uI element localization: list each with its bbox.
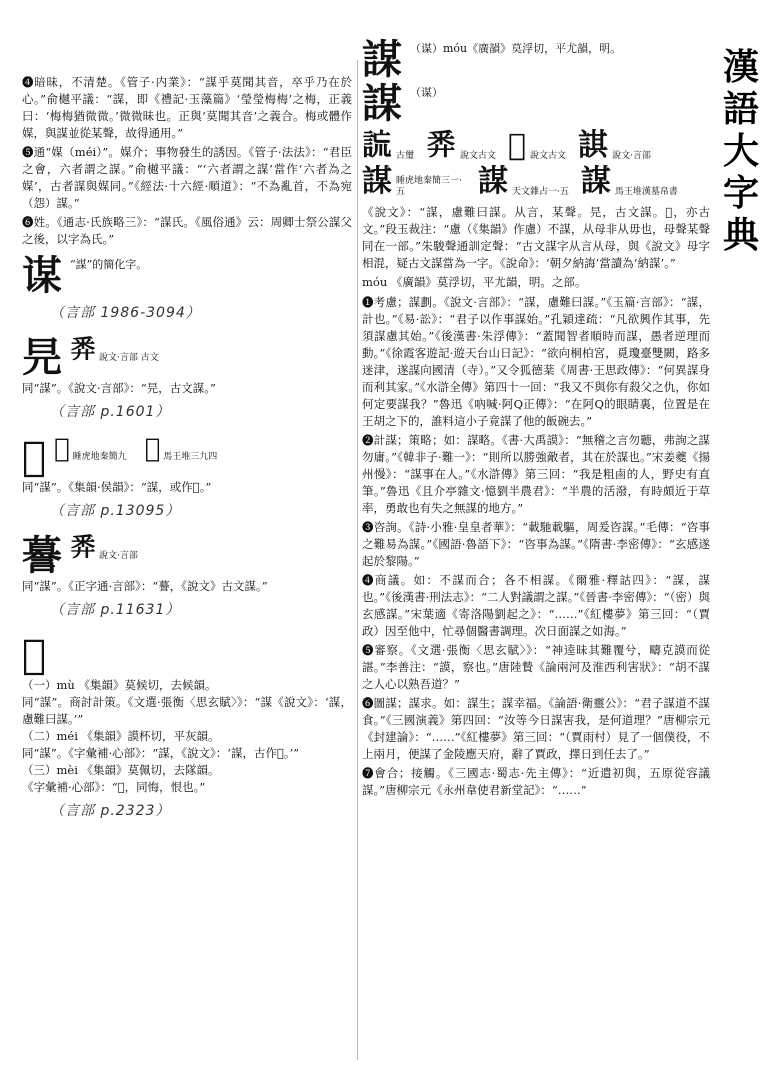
ancient-glyph-caption: 馬王堆漢墓帛書 xyxy=(614,187,678,197)
definition-paragraph: 同“謀”。《正字通·言部》：“謩，《說文》古文謀。” xyxy=(22,579,268,593)
definition-paragraph: 同“謀”。《集韻·侯韻》：“謀，或作𢘙。” xyxy=(22,480,212,494)
ancient-form xyxy=(70,336,159,364)
ancient-glyph-caption: 睡虎地秦簡九 xyxy=(72,452,127,462)
ancient-glyph: 諆 xyxy=(578,128,609,163)
ancient-glyph-caption: 馬王堆三九四 xyxy=(163,452,218,462)
ancient-form xyxy=(426,130,496,162)
ancient-form xyxy=(362,130,414,162)
sense-paragraph: ❼會合；接觸。《三國志·蜀志·先主傳》：“近遣初與，五原從容議謀。”唐柳宗元《永州韋使君新堂記》：“……” xyxy=(362,766,710,797)
sense-paragraph: ❹商議。如：不謀而合；各不相謀。《爾雅·釋詁四》：“謀，謀也。”《後漢書·刑法志》：“二人對議謂之謀。”《晉書·李密傳》：“（密）與玄感謀。”宋葉適《寄洛陽劉起之》：“……”《紅樓夢》第三回：“（賈政）因至他中，忙尋個醫書調理。次日面謀之如海。” xyxy=(362,573,710,638)
ancient-glyph-caption: 說文·言部 xyxy=(612,151,651,161)
ancient-form xyxy=(362,166,466,198)
sense-paragraph: ❺審察。《文選·張衡〈思玄賦〉》：“神逵昧其難覆兮，疇克謨而從諶。”李善注：“謨，察也。”唐陸贄《論兩河及淮西利害狀》：“胡不謀之人心以熟吾道？” xyxy=(362,643,710,691)
ancient-form xyxy=(508,130,566,162)
column-divider xyxy=(357,60,358,1060)
ancient-glyph: 𢍏 xyxy=(70,335,97,365)
ancient-glyph-caption: 天文雜占一·五 xyxy=(512,187,569,197)
ancient-form xyxy=(578,130,651,162)
handwritten-annotation: （言部 p.13095） xyxy=(50,503,181,519)
ancient-form xyxy=(581,166,678,198)
ancient-glyph: 𢘙 xyxy=(144,434,161,464)
entry-header xyxy=(22,254,352,298)
ancient-forms-list xyxy=(362,130,710,198)
definition-paragraph: 同“謀”。《說文·言部》：“㫕，古文謀。” xyxy=(22,381,216,395)
definition-paragraph: ❹暗昧，不清楚。《管子·内業》：“謀乎莫聞其音，卒乎乃在於心。”俞樾平議：“謀，即《禮記·玉藻篇》‘瑩瑩梅梅’之梅，正義曰：‘梅梅猶微微。’微微昧也。正與‘莫聞其音’之義合。梅或體作媒，與謀並從某聲，故得通用。” xyxy=(22,75,352,140)
definition-paragraph: ❻姓。《通志·氏族略三》：“謀氏。《風俗通》云：周卿士祭公謀父之後，以字為氏。” xyxy=(22,215,352,246)
ancient-form xyxy=(70,534,138,562)
handwritten-annotation: （言部 1986-3094） xyxy=(50,305,201,321)
ancient-form xyxy=(145,435,218,463)
headword-char: 𢘞 xyxy=(22,631,47,678)
sense-paragraph: ❷計謀；策略；如：謀略。《書·大禹謨》：“無稽之言勿聽，弗詢之謀勿庸。”《韓非子·難一》：“則所以勝強敵者，其在於謀也。”宋姜夔《揚州慢》：“謀事在人。”《水滸傳》第三回：“我是粗鹵的人，野史有直筆。”魯迅《且介亭雜文·憶劉半農君》：“半農的活潑，有時頗近于草率，勇敢也有失之無謀的地方。” xyxy=(362,433,710,515)
entry-header xyxy=(22,336,352,380)
headword-reading: （谋） xyxy=(410,86,443,99)
entry-header xyxy=(22,534,352,578)
etymology-paragraph: 《說文》：“謀，慮難曰謀。从言，某聲。㫕，古文謀。𢘙，亦古文。”段玉裁注：“慮（《集韻》作慮）不謀，从母非从毋也，母聲某聲同在一部。”朱駿聲通訓定聲：“古文謀字从言从母，與《說文》母字相混，疑古文謀當為一字。《說命》：‘朝夕納誨’當讀為‘納謀’。” xyxy=(362,205,710,270)
book-title-char: 大 xyxy=(722,130,759,172)
ancient-glyph: 謀 xyxy=(478,164,508,199)
headword-char: 謀 xyxy=(362,80,402,127)
right-column xyxy=(362,38,710,801)
definition-paragraph: （一）mù 《集韻》莫候切，去候韻。 同“謀”。商討計策。《文選·張衡〈思玄賦〉》：“謀《說文》：‘謀，慮難曰謀。’” （二）méi 《集韻》謨杯切，平灰韻。 同“謀”。《字彙補·心部》：“謀，《說文》：‘謀，古作𢘞。’” （三）mèi 《集韻》莫佩切，去隊韻。 《字彙補·心部》：“𢘞，同悔，恨也。” xyxy=(22,678,352,794)
book-title-char: 字 xyxy=(722,172,759,214)
ancient-glyph: 謀 xyxy=(362,164,392,199)
book-title-char: 典 xyxy=(722,214,759,256)
ancient-form xyxy=(54,435,127,463)
entry-header xyxy=(362,82,710,126)
ancient-glyph: 𢍏 xyxy=(70,533,97,563)
sense-paragraph: ❻圖謀；謀求。如：謀生；謀幸福。《論語·衛靈公》：“君子謀道不謀食。”《三國演義》第四回：“汝等今日謀害我，是何道理？”唐柳宗元《封建論》：“……”《紅樓夢》第三回：“（賈雨村）見了一個僕役，不上兩月，便謀了金陵應天府，辭了賈政，擇日到任去了。” xyxy=(362,696,710,761)
headword-char: 𢘙 xyxy=(22,433,47,480)
handwritten-annotation: （言部 p.11631） xyxy=(50,602,181,618)
ancient-glyph: 𢘙 xyxy=(508,128,527,163)
ancient-glyph-caption: 說文古文 xyxy=(530,151,567,161)
ancient-form xyxy=(478,166,569,198)
left-column xyxy=(22,74,352,828)
entry-header xyxy=(22,435,352,479)
ancient-glyph-caption: 說文·言部 古文 xyxy=(99,353,159,363)
ancient-glyph-caption: 說文古文 xyxy=(460,151,497,161)
ancient-glyph-caption: 說文·言部 xyxy=(99,551,138,561)
handwritten-annotation: （言部 p.2323） xyxy=(50,803,171,819)
handwritten-annotation: （言部 p.1601） xyxy=(50,404,171,420)
sense-paragraph: ❸咨詢。《詩·小雅·皇皇者華》：“載馳載驅，周爰咨謀。”毛傳：“咨事之難易為謀。”《國語·魯語下》：“咨事為謀。”《隋書·李密傳》：“玄感遂起於黎陽。” xyxy=(362,520,710,568)
headword-char: 謩 xyxy=(22,532,62,579)
book-title-char: 語 xyxy=(722,88,759,130)
pronunciation-line: móu 《廣韻》莫浮切，平尤韻，明。之部。 xyxy=(362,275,587,289)
headword-reading: （谋）móu《廣韻》莫浮切，平尤韻，明。 xyxy=(410,42,622,55)
definition-paragraph: ❺通“媒（méi）”。媒介；事物發生的誘因。《管子·法法》：“君臣之會，六者謂之謀。”俞樾平議：“‘六者謂之謀’當作‘六者為之媒’，古者謀與媒同。”《經法·十六經·順道》：“不為亂首，不為宛（怨）謀。” xyxy=(22,145,352,210)
headword-char: 㫕 xyxy=(22,334,62,381)
headword-char: 謀 xyxy=(362,36,402,83)
book-title-char: 漢 xyxy=(722,46,759,88)
ancient-glyph: 𢍏 xyxy=(426,128,457,163)
book-title-vertical xyxy=(718,46,764,256)
sense-paragraph: ❶考慮；謀劃。《說文·言部》：“謀，慮難曰謀。”《玉篇·言部》：“謀，計也。”《易·訟》：“君子以作事謀始。”孔穎達疏：“凡欲興作其事，先須謀慮其始。”《後漢書·朱浮傳》：“蓋聞智者順時而謀，愚者逆理而動。”《徐霞客遊記·遊天台山日記》：“欲向桐柏宮，覓瓊臺雙闕，路多迷津，遂謀向國清（寺）。”又令狐德棻《周書·王思政傳》：“何異謀身而利其家。”《水滸全傳》第四十一回：“我又不與你有殺父之仇，你如何定要謀我？”魯迅《吶喊·阿Q正傳》：“在阿Q的眼睛裏，位置是在王胡之下的，誰料這小子竟謀了他的飯碗去。” xyxy=(362,295,710,428)
ancient-glyph: 𧧢 xyxy=(362,128,392,163)
ancient-glyph: 𢘙 xyxy=(54,434,70,464)
headword-char: 谋 xyxy=(22,252,62,299)
ancient-glyph-caption: 古璽 xyxy=(396,151,415,161)
ancient-glyph-caption: 睡虎地秦簡三一·五 xyxy=(396,176,462,197)
entry-header xyxy=(362,38,710,82)
entry-header xyxy=(22,633,352,677)
headword-definition: “謀”的簡化字。 xyxy=(70,258,148,271)
ancient-glyph: 謀 xyxy=(580,164,611,199)
